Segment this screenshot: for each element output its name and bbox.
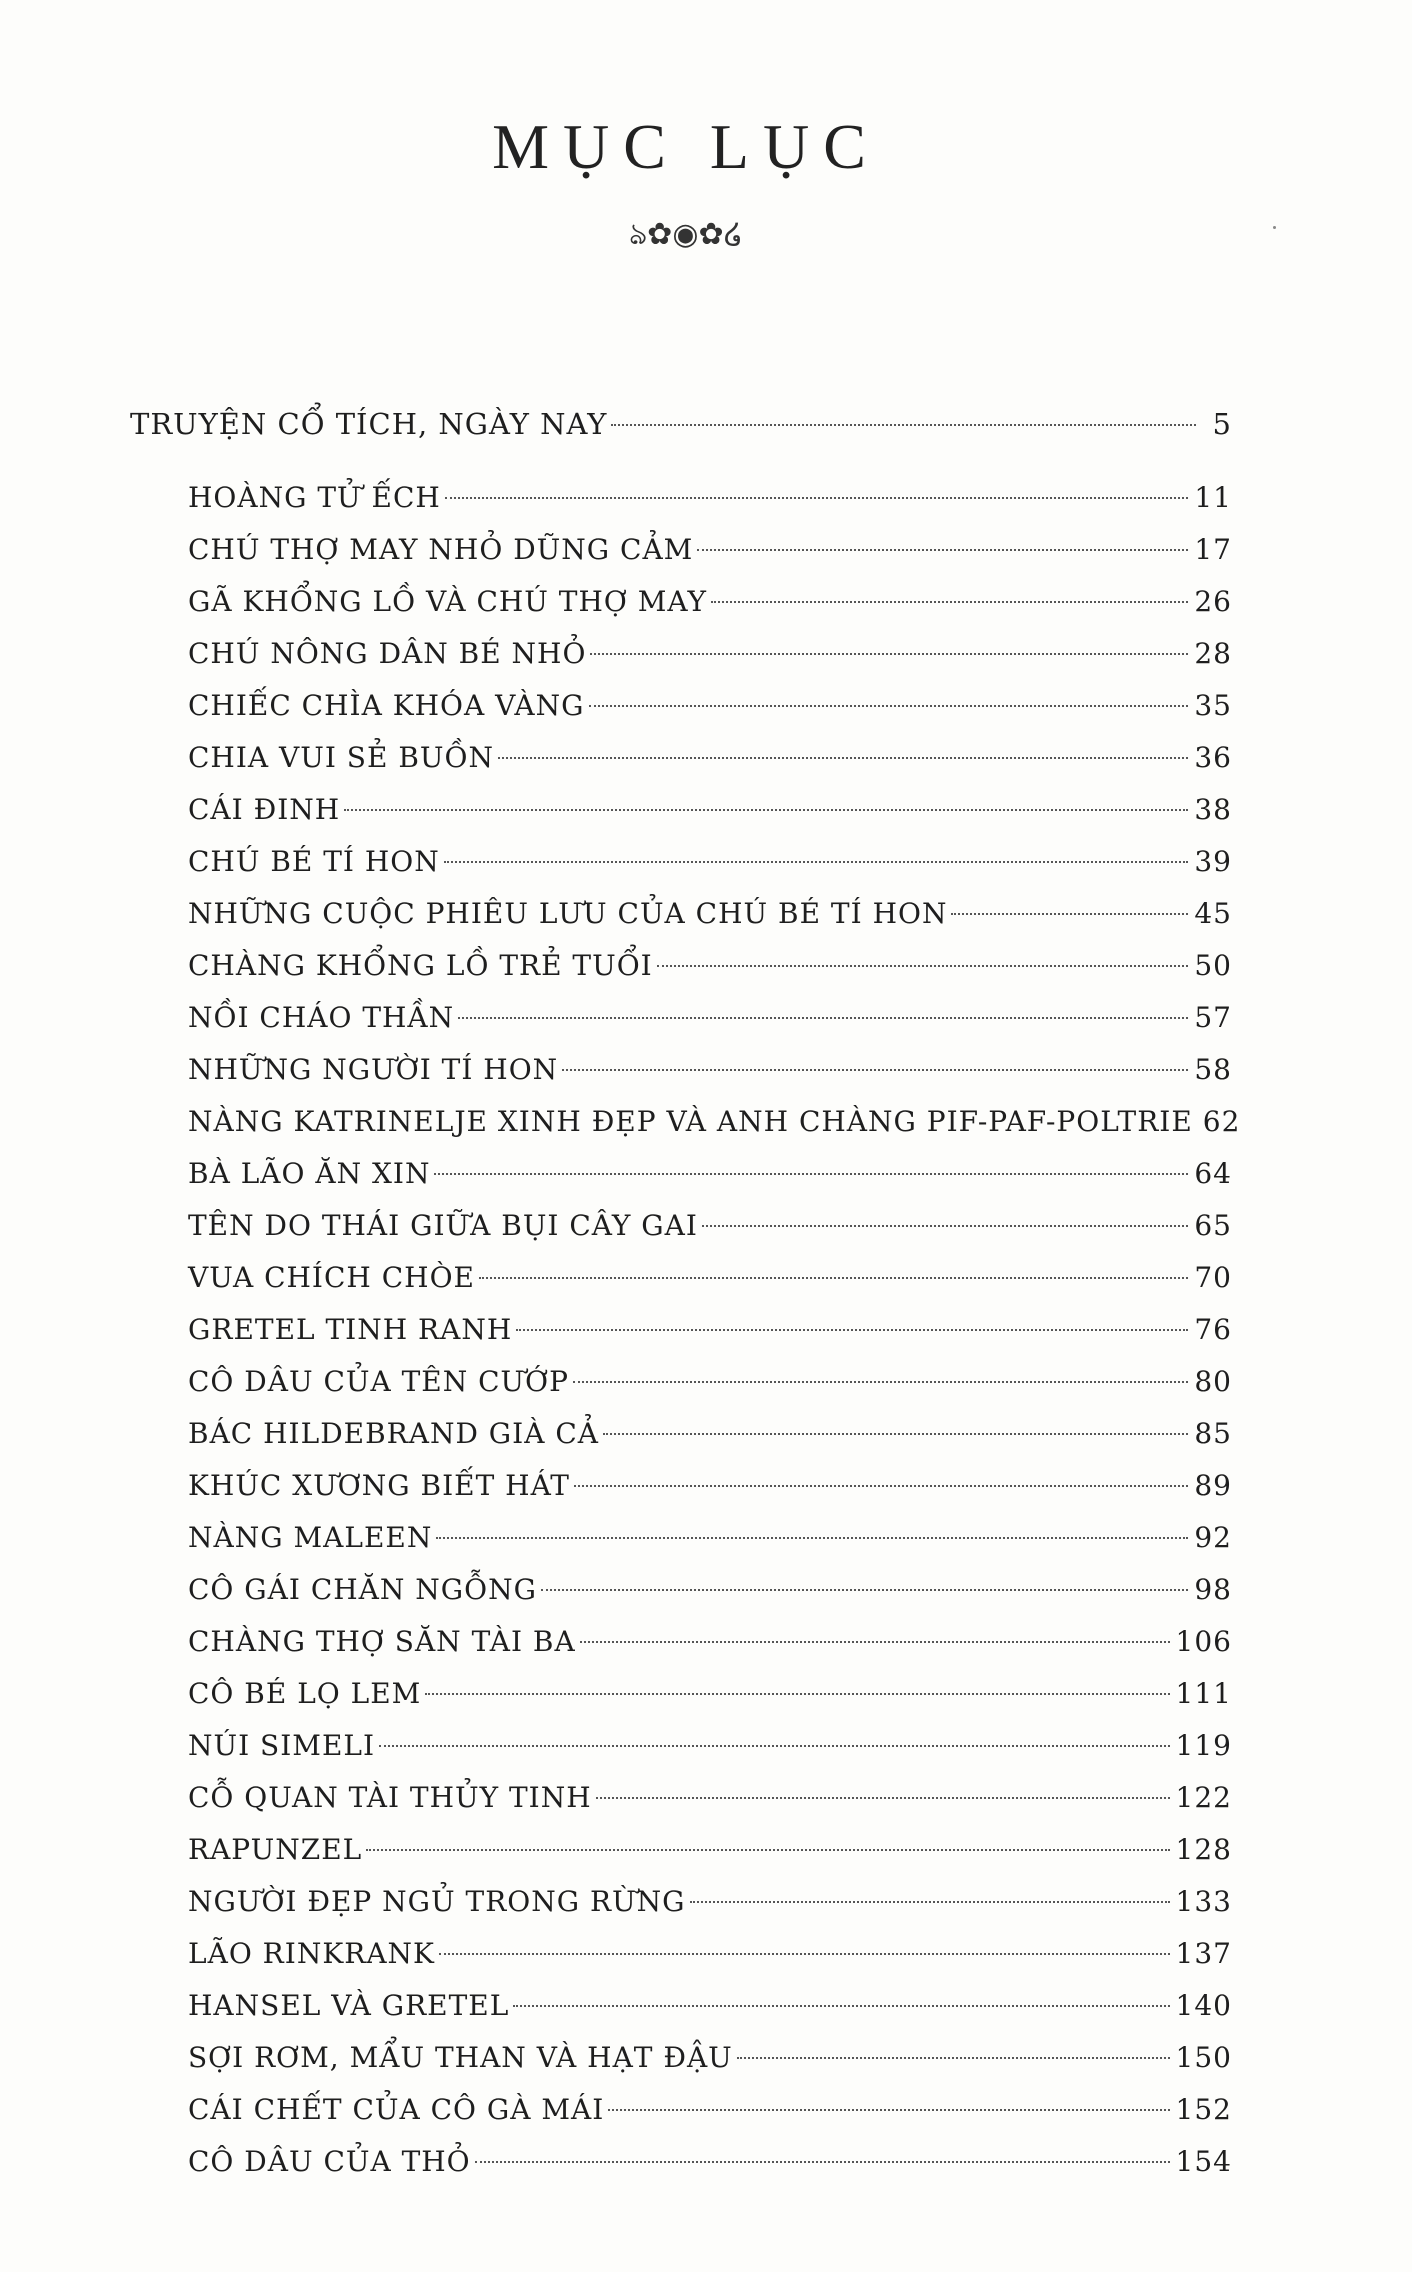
toc-entry-title: CHÀNG THỢ SĂN TÀI BA [188, 1625, 576, 1658]
toc-entry-title: TRUYỆN CỔ TÍCH, NGÀY NAY [130, 407, 608, 441]
toc-entry-page: 106 [1175, 1625, 1232, 1658]
toc-row[interactable] [188, 992, 1232, 1044]
toc-row[interactable] [188, 1928, 1232, 1980]
toc-entry-title: GÃ KHỔNG LỒ VÀ CHÚ THỢ MAY [188, 585, 707, 618]
toc-row[interactable] [188, 888, 1232, 940]
toc-entry-page: 17 [1194, 533, 1232, 566]
toc-entry-title: NÚI SIMELI [188, 1729, 376, 1762]
dot-leader [516, 1329, 1188, 1331]
toc-entry-page: 80 [1194, 1365, 1232, 1398]
toc-entry-page: 133 [1175, 1885, 1232, 1918]
toc-entry-page: 57 [1194, 1001, 1232, 1034]
toc-entry-page: 137 [1175, 1937, 1232, 1970]
toc-entry-page: 122 [1175, 1781, 1232, 1814]
toc-entry-page: 45 [1194, 897, 1232, 930]
toc-row[interactable] [188, 2136, 1232, 2188]
toc-row[interactable] [188, 836, 1232, 888]
dot-leader [702, 1225, 1188, 1227]
toc-row[interactable] [130, 398, 1232, 450]
toc-entry-title: CÁI ĐINH [188, 793, 341, 826]
toc-entry-title: CHÚ BÉ TÍ HON [188, 845, 440, 878]
toc-row[interactable] [188, 2032, 1232, 2084]
toc-row[interactable] [188, 1408, 1232, 1460]
toc-entry-title: GRETEL TINH RANH [188, 1313, 513, 1346]
toc-entry-title: NỒI CHÁO THẦN [188, 1001, 455, 1034]
toc-entry-page: 11 [1194, 481, 1232, 514]
toc-list [188, 472, 1241, 2188]
toc-row[interactable] [188, 1044, 1232, 1096]
dot-leader [690, 1901, 1170, 1903]
dot-leader [611, 424, 1196, 426]
toc-row[interactable] [188, 1356, 1232, 1408]
toc-entry-title: KHÚC XƯƠNG BIẾT HÁT [188, 1469, 570, 1502]
dot-leader [541, 1589, 1188, 1591]
dot-leader [737, 2057, 1170, 2059]
toc-entry-title: CÔ GÁI CHĂN NGỖNG [188, 1573, 537, 1606]
toc-row[interactable] [188, 1720, 1232, 1772]
toc-entry-page: 36 [1194, 741, 1232, 774]
dot-leader [458, 1017, 1188, 1019]
paper-speck [1273, 226, 1276, 229]
toc-entry-page: 58 [1194, 1053, 1232, 1086]
ornament-divider-icon: ঌ✿◉✿໒ [629, 217, 743, 252]
dot-leader [596, 1797, 1170, 1799]
toc-row[interactable] [188, 1564, 1232, 1616]
toc-row[interactable] [188, 784, 1232, 836]
dot-leader [425, 1693, 1169, 1695]
toc-row[interactable] [188, 1668, 1232, 1720]
toc-entry-title: CÔ DÂU CỦA THỎ [188, 2145, 471, 2178]
toc-entry-page: 119 [1175, 1729, 1232, 1762]
toc-entry-page: 85 [1194, 1417, 1232, 1450]
toc-entry-title: BÁC HILDEBRAND GIÀ CẢ [188, 1417, 600, 1450]
toc-entry-title: SỢI RƠM, MẨU THAN VÀ HẠT ĐẬU [188, 2041, 733, 2074]
toc-row[interactable] [188, 680, 1232, 732]
toc-entry-title: CHIẾC CHÌA KHÓA VÀNG [188, 689, 585, 722]
toc-entry-page: 28 [1194, 637, 1232, 670]
toc-row[interactable] [188, 1252, 1232, 1304]
toc-row[interactable] [188, 1096, 1241, 1148]
dot-leader [475, 2161, 1170, 2163]
dot-leader [436, 1537, 1188, 1539]
dot-leader [379, 1745, 1169, 1747]
toc-entry-title: RAPUNZEL [188, 1833, 363, 1866]
toc-row[interactable] [188, 628, 1232, 680]
toc-row[interactable] [188, 1772, 1232, 1824]
toc-row[interactable] [188, 472, 1232, 524]
toc-entry-title: VUA CHÍCH CHÒE [188, 1261, 475, 1294]
toc-entry-page: 62 [1202, 1105, 1241, 1138]
dot-leader [444, 861, 1189, 863]
toc-entry-page: 111 [1175, 1677, 1232, 1710]
toc-entry-page: 70 [1194, 1261, 1232, 1294]
toc-entry-title: BÀ LÃO ĂN XIN [188, 1157, 431, 1190]
toc-section-heading [130, 398, 1232, 450]
dot-leader [590, 653, 1188, 655]
toc-entry-title: NÀNG KATRINELJE XINH ĐẸP VÀ ANH CHÀNG PIF-PAF-POLTRIE [188, 1105, 1193, 1138]
toc-entry-page: 26 [1194, 585, 1232, 618]
dot-leader [344, 809, 1188, 811]
dot-leader [589, 705, 1189, 707]
dot-leader [366, 1849, 1169, 1851]
toc-entry-title: CÔ BÉ LỌ LEM [188, 1677, 422, 1710]
toc-entry-title: CHÚ NÔNG DÂN BÉ NHỎ [188, 637, 587, 670]
toc-entry-page: 64 [1194, 1157, 1232, 1190]
toc-entry-title: NHỮNG NGƯỜI TÍ HON [188, 1053, 559, 1086]
toc-entry-page: 39 [1194, 845, 1232, 878]
toc-entry-title: CHÀNG KHỔNG LỒ TRẺ TUỔI [188, 949, 653, 982]
toc-entry-title: LÃO RINKRANK [188, 1937, 435, 1970]
page-title: MỤC LỤC [492, 111, 880, 182]
toc-row[interactable] [188, 1512, 1232, 1564]
toc-entry-title: HOÀNG TỬ ẾCH [188, 481, 441, 514]
toc-entry-page: 76 [1194, 1313, 1232, 1346]
dot-leader [951, 913, 1188, 915]
toc-entry-page: 50 [1194, 949, 1232, 982]
toc-row[interactable] [188, 524, 1232, 576]
toc-entry-page: 92 [1194, 1521, 1232, 1554]
dot-leader [657, 965, 1189, 967]
toc-row[interactable] [188, 1304, 1232, 1356]
toc-entry-title: CÁI CHẾT CỦA CÔ GÀ MÁI [188, 2093, 605, 2126]
toc-entry-page: 154 [1175, 2145, 1232, 2178]
dot-leader [562, 1069, 1188, 1071]
toc-entry-page: 98 [1194, 1573, 1232, 1606]
toc-entry-page: 89 [1194, 1469, 1232, 1502]
toc-entry-title: NHỮNG CUỘC PHIÊU LƯU CỦA CHÚ BÉ TÍ HON [188, 897, 948, 930]
toc-entry-page: 140 [1175, 1989, 1232, 2022]
toc-entry-page: 5 [1212, 407, 1232, 441]
toc-row[interactable] [188, 576, 1232, 628]
dot-leader [711, 601, 1188, 603]
toc-entry-title: CHÚ THỢ MAY NHỎ DŨNG CẢM [188, 533, 694, 566]
toc-row[interactable] [188, 1460, 1232, 1512]
toc-row[interactable] [188, 2084, 1232, 2136]
dot-leader [513, 2005, 1169, 2007]
toc-entry-page: 65 [1194, 1209, 1232, 1242]
dot-leader [574, 1485, 1188, 1487]
toc-entry-page: 128 [1175, 1833, 1232, 1866]
toc-row[interactable] [188, 1148, 1232, 1200]
dot-leader [479, 1277, 1188, 1279]
toc-entry-page: 35 [1194, 689, 1232, 722]
dot-leader [434, 1173, 1188, 1175]
toc-entry-title: NGƯỜI ĐẸP NGỦ TRONG RỪNG [188, 1885, 686, 1918]
toc-entry-title: CỖ QUAN TÀI THỦY TINH [188, 1781, 592, 1814]
dot-leader [498, 757, 1188, 759]
toc-entry-page: 38 [1194, 793, 1232, 826]
toc-entry-title: TÊN DO THÁI GIỮA BỤI CÂY GAI [188, 1209, 698, 1242]
toc-row[interactable] [188, 1824, 1232, 1876]
toc-row[interactable] [188, 940, 1232, 992]
toc-row[interactable] [188, 1616, 1232, 1668]
toc-entry-title: CHIA VUI SẺ BUỒN [188, 741, 494, 774]
dot-leader [603, 1433, 1188, 1435]
toc-row[interactable] [188, 1200, 1232, 1252]
toc-entry-title: CÔ DÂU CỦA TÊN CƯỚP [188, 1365, 569, 1398]
dot-leader [697, 549, 1188, 551]
dot-leader [445, 497, 1189, 499]
dot-leader [573, 1381, 1188, 1383]
toc-row[interactable] [188, 1876, 1232, 1928]
toc-row[interactable] [188, 732, 1232, 784]
toc-entry-title: NÀNG MALEEN [188, 1521, 433, 1554]
dot-leader [439, 1953, 1170, 1955]
toc-entry-page: 150 [1175, 2041, 1232, 2074]
toc-row[interactable] [188, 1980, 1232, 2032]
dot-leader [608, 2109, 1169, 2111]
dot-leader [580, 1641, 1170, 1643]
toc-entry-title: HANSEL VÀ GRETEL [188, 1989, 510, 2022]
toc-entry-page: 152 [1175, 2093, 1232, 2126]
